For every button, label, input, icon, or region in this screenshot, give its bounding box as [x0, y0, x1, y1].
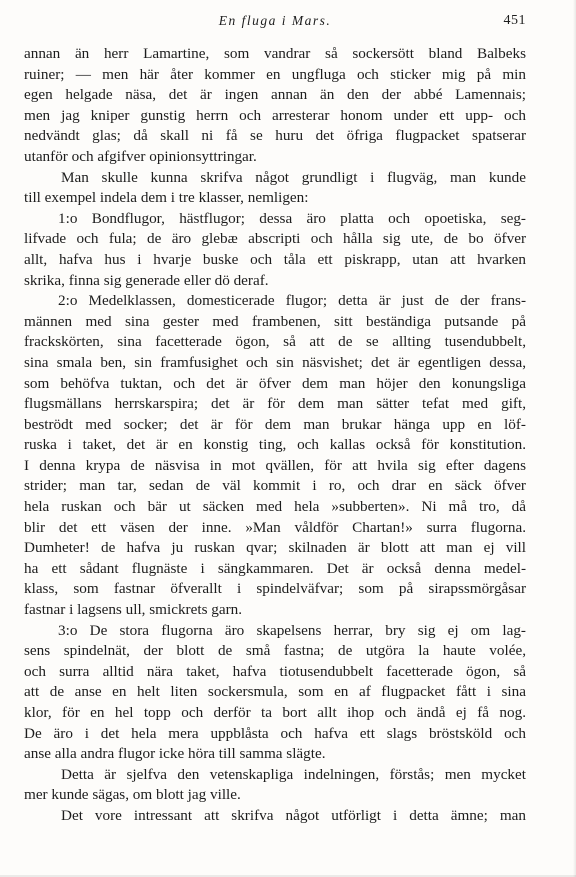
- text-line: att de anse en helt liten sockersmula, som en af flugpacket fått i sina: [24, 683, 526, 701]
- text-line: egen helgade näsa, det är ingen annan än den der abbé Lamennais;: [24, 86, 526, 104]
- text-line: Detta är sjelfva den vetenskapliga indelningen, förstås; men mycket: [61, 765, 526, 783]
- text-line: strider; man tar, sedan de väl kommit i ro, och drar en säck öfver: [24, 477, 526, 495]
- text-line: I denna krypa de näsvisa in mot qvällen, för att hvila sig efter dagens: [24, 456, 526, 474]
- text-line: allt, hafva hus i hvarje buske och tåla ett piskrapp, utan att hvarken: [24, 250, 526, 268]
- text-line: utanför och afgifver opinionsyttringar.: [24, 147, 257, 165]
- text-line: fastnar i lagsens ull, smickrets garn.: [24, 601, 243, 619]
- text-line: anse alla andra flugor icke höra till samma slägte.: [24, 745, 326, 763]
- text-line: beströdt med socker; det är för dem man brukar hänga upp en löf-: [24, 415, 526, 433]
- text-line: Man skulle kunna skrifva något grundligt i flugväg, man kunde: [61, 168, 526, 186]
- text-line: hela ruskan och bär ut säcken med hela »subberten». Ni må tro, då: [24, 498, 526, 516]
- text-line: sens spindelnät, der blott de små fastna; de utgöra la haute volée,: [24, 642, 526, 660]
- text-line: ruska i taket, det är en konstig ting, och kallas också för konstitution.: [24, 436, 526, 454]
- text-line: 2:o Medelklassen, domesticerade flugor; detta är just de der frans-: [58, 292, 526, 310]
- text-line: klass, som fastnar öfverallt i spindelväfvar; som på sirapssmörgåsar: [24, 580, 526, 598]
- text-line: och surra alltid nära taket, hafva tiotusendubbelt facetterade ögon, så: [24, 662, 526, 680]
- text-line: mer kunde sägas, om blott jag ville.: [24, 786, 241, 804]
- page-number: 451: [503, 13, 526, 28]
- text-line: nedvändt glas; då skall ni få se huru det öfriga flugpacket spatserar: [24, 127, 526, 145]
- text-line: ruiner; — men här åter kommer en ungfluga och sticker mig på min: [24, 65, 526, 83]
- page-header: [24, 13, 526, 35]
- text-line: skrika, finna sig generade eller dö deraf.: [24, 271, 269, 289]
- running-title: En fluga i Mars.: [218, 13, 332, 28]
- text-line: som behöfva tuktan, och det är öfver dem man höjer den konungsliga: [24, 374, 526, 392]
- text-line: De äro i det hela mera uppblåsta och hafva ett slags bröstsköld och: [24, 724, 526, 742]
- text-line: sina smala ben, sin framfusighet och sin näsvishet; det är egentligen dessa,: [24, 353, 526, 371]
- text-line: blir det ett väsen der inne. »Man våldför Chartan!» surra flugorna.: [24, 518, 526, 536]
- text-line: men jag kniper gunstig herrn och arresterar honom under ett upp- och: [24, 106, 526, 124]
- text-line: 1:o Bondflugor, hästflugor; dessa äro platta och opoetiska, seg-: [58, 209, 526, 227]
- body-text: [24, 44, 526, 827]
- text-line: till exempel indela dem i tre klasser, nemligen:: [24, 189, 309, 207]
- text-line: ha ett sådant flugnäste i sängkammaren. Det är också denna medel-: [24, 559, 526, 577]
- text-line: Det vore intressant att skrifva något utförligt i detta ämne; man: [61, 806, 526, 824]
- text-line: annan än herr Lamartine, som vandrar så sockersött bland Balbeks: [24, 45, 526, 62]
- text-line: frackskörten, sina facetterade ögon, så att de se allting tusendubbelt,: [24, 333, 526, 351]
- text-line: Dumheter! de hafva ju ruskan qvar; skilnaden är blott att man ej vill: [24, 539, 526, 557]
- text-line: flugsmällans herrskarspira; det är för dem man sätter tefat med gift,: [24, 395, 526, 413]
- text-line: lifvade och fula; de äro glebæ abscripti och hålla sig ute, de bo öfver: [24, 230, 526, 248]
- text-line: klor, för en hel topp och derför ta bort allt ihop och ändå ej få nog.: [24, 704, 526, 721]
- text-line: männen med sina gester med frambenen, sitt beständiga putsande på: [24, 312, 526, 330]
- text-line: 3:o De stora flugorna äro skapelsens herrar, bry sig ej om lag-: [58, 621, 526, 639]
